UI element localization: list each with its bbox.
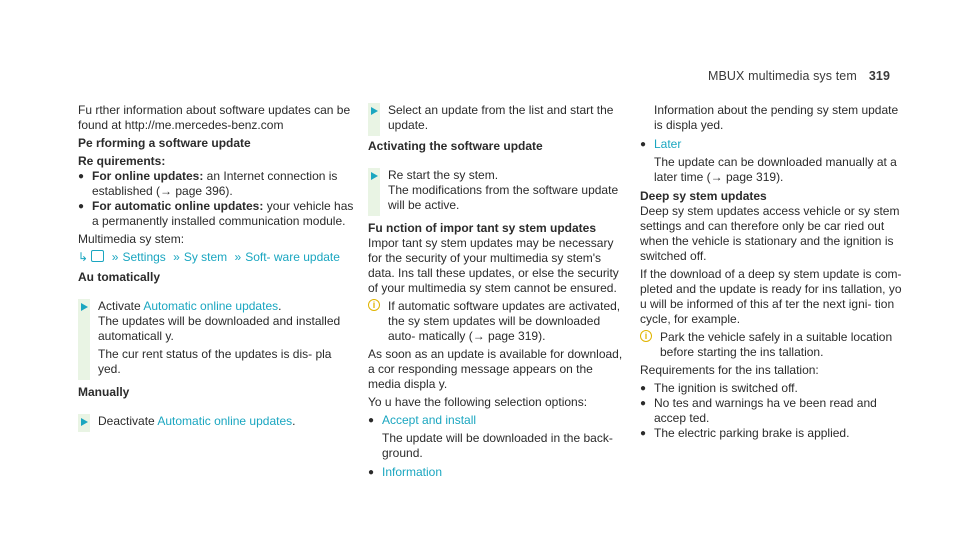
deep-text: Deep sy stem updates access vehicle or sy stem settings and can therefore only be car ried out when the vehicle is stationary and the ignition is switched off. bbox=[640, 204, 900, 263]
column-right bbox=[640, 103, 905, 441]
option-description: The update will be downloaded in the back‑ ground. bbox=[382, 431, 613, 460]
bullet-icon: ● bbox=[640, 383, 647, 394]
option-item bbox=[368, 465, 626, 480]
bullet-icon: ● bbox=[78, 171, 85, 182]
option-description: The update can be downloaded manually at a later time (→ page 319). bbox=[654, 155, 897, 184]
bullet-icon: ● bbox=[640, 398, 647, 409]
note: i If automatic software updates are activated, the sy stem updates will be downloaded auto‑ matically (→ page 319). bbox=[368, 299, 626, 344]
step-status: The cur rent status of the updates is dis‑ pla yed. bbox=[98, 347, 332, 376]
note: i Park the vehicle safely in a suitable location before starting the ins tallation. bbox=[640, 330, 905, 360]
column-middle bbox=[368, 103, 626, 480]
intro-text: Fu rther information about software updates can be found at http://me.mercedes-benz.com bbox=[78, 103, 351, 132]
chevron-icon: » bbox=[234, 250, 242, 264]
step-restart: Re start the sy stem. The modifications from the software update will be active. bbox=[368, 168, 626, 213]
option-description: Information about the pending sy stem update is displa yed. bbox=[654, 103, 899, 132]
option-item bbox=[640, 137, 905, 152]
deep-text-2: If the download of a deep sy stem update is com‑ pleted and the update is ready for ins tallation, yo u will be informed of this af ter the next igni‑ tion cycle, for example. bbox=[640, 267, 902, 326]
bullet-icon: ● bbox=[78, 201, 85, 212]
path-system[interactable]: Sy stem bbox=[183, 250, 228, 264]
step-select-update: Select an update from the list and start the update. bbox=[368, 103, 626, 133]
chevron-icon: » bbox=[173, 250, 180, 264]
bullet-icon: ● bbox=[640, 139, 647, 150]
options-text: Yo u have the following selection options: bbox=[368, 395, 588, 409]
home-icon bbox=[91, 250, 104, 262]
function-heading: Fu nction of impor tant sy stem updates bbox=[368, 221, 597, 235]
page-number: 319 bbox=[868, 69, 890, 83]
bullet-icon: ● bbox=[368, 415, 375, 426]
requirement-item: ● For online updates: an Internet connection is established (→ page 396). bbox=[78, 169, 338, 198]
path-software-update[interactable]: Soft‑ ware update bbox=[245, 250, 340, 264]
information-option[interactable]: Information bbox=[382, 465, 443, 479]
later-option[interactable]: Later bbox=[654, 137, 682, 151]
step-arrow-icon bbox=[81, 303, 88, 311]
bullet-icon: ● bbox=[368, 467, 375, 478]
column-left bbox=[78, 103, 354, 437]
system-label: Multimedia sy stem: bbox=[78, 232, 185, 246]
requirements-text: Requirements for the ins tallation: bbox=[640, 363, 819, 377]
info-icon: i bbox=[368, 299, 380, 311]
step-arrow-icon bbox=[81, 418, 88, 426]
option-item bbox=[368, 413, 626, 428]
deep-heading: Deep sy stem updates bbox=[640, 189, 767, 203]
automatic-online-updates-link[interactable]: Automatic online updates bbox=[157, 414, 293, 428]
step-deactivate: Deactivate Automatic online updates. bbox=[78, 414, 354, 429]
requirements-heading: Re quirements: bbox=[78, 154, 166, 168]
download-text: As soon as an update is available for download, a cor responding message appears on the media displa y. bbox=[368, 347, 623, 391]
path-settings[interactable]: Settings bbox=[122, 250, 166, 264]
path-start-icon: ↳ bbox=[78, 250, 89, 264]
header-title: MBUX multimedia sys tem bbox=[707, 69, 857, 83]
requirement-item: ● The ignition is switched off. bbox=[640, 381, 798, 395]
info-icon: i bbox=[640, 330, 652, 342]
automatic-heading: Au tomatically bbox=[78, 270, 161, 284]
bullet-icon: ● bbox=[640, 428, 647, 439]
step-arrow-icon bbox=[371, 172, 378, 180]
step-activate: Activate Automatic online updates. The updates will be downloaded and installed automaticall y. The cur rent status of the updates is dis‑ pla yed. bbox=[78, 299, 354, 377]
menu-path bbox=[78, 250, 354, 265]
requirement-item: ● The electric parking brake is applied. bbox=[640, 426, 850, 440]
page-header bbox=[708, 69, 890, 84]
automatic-online-updates-link[interactable]: Automatic online updates bbox=[143, 299, 279, 313]
manual-heading: Manually bbox=[78, 385, 130, 399]
step-result: The updates will be downloaded and installed automaticall y. bbox=[98, 314, 341, 343]
requirement-item: ● For automatic online updates: your vehicle has a permanently installed communication module. bbox=[78, 199, 354, 228]
activating-heading: Activating the software update bbox=[368, 139, 543, 153]
perform-heading: Pe rforming a software update bbox=[78, 136, 251, 150]
function-text: Impor tant sy stem updates may be necessary for the security of your multimedia sy stem's data. Ins tall these updates, or else the security of your multimedia sy stem cannot be ensured. bbox=[368, 236, 619, 295]
step-arrow-icon bbox=[371, 107, 378, 115]
accept-install-option[interactable]: Accept and install bbox=[382, 413, 477, 427]
requirement-item: ● No tes and warnings ha ve been read and accep ted. bbox=[640, 396, 877, 425]
chevron-icon: » bbox=[111, 250, 119, 264]
